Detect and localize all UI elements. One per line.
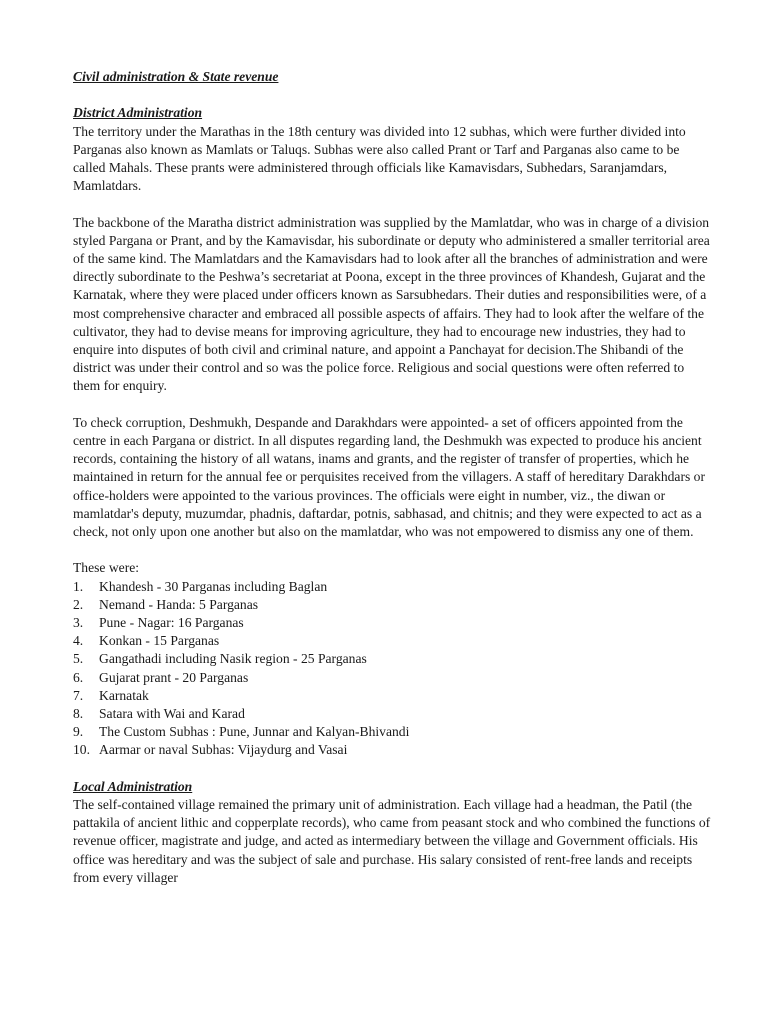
- list-item-text: Aarmar or naval Subhas: Vijaydurg and Vasai: [99, 742, 348, 758]
- list-item-text: Nemand - Handa: 5 Parganas: [99, 596, 259, 612]
- document-title: Civil administration & State revenue: [73, 69, 279, 84]
- list-item-text: The Custom Subhas : Pune, Junnar and Kalyan-Bhivandi: [99, 724, 410, 740]
- list-item-number: 1.: [73, 578, 84, 594]
- list-item: [73, 614, 713, 632]
- document-page: [73, 68, 713, 887]
- list-item: [73, 650, 713, 668]
- list-item-text: Gangathadi including Nasik region - 25 Parganas: [99, 651, 367, 667]
- list-item-text: Khandesh - 30 Parganas including Baglan: [99, 578, 328, 594]
- list-item: [73, 669, 713, 687]
- district-paragraph-2: The backbone of the Maratha district administration was supplied by the Mamlatdar, who was in charge of a division styled Pargana or Prant, and by the Kamavisdar, his subordinate or deputy who administered a smaller territorial area of the same kind. The Mamlatdars and the Kamavisdars had to look after all the branches of administration and were directly subordinate to the Peshwa’s secretariat at Poona, except in the three provinces of Khandesh, Gujarat and the Karnatak, where they were placed under officers known as Sarsubhedars. Their duties and responsibilities were, of a most comprehensive character and embraced all possible aspects of affairs. They had to look after the welfare of the cultivator, they had to devise means for improving agriculture, they had to encourage new industries, they had to enquire into disputes of both civil and criminal nature, and appoint a Panchayat for decision.The Shibandi of the district was under their control and so was the police force. Religious and social questions were often referred to them for enquiry.: [73, 214, 710, 394]
- list-item-text: Satara with Wai and Karad: [99, 706, 245, 722]
- list-item-text: Pune - Nagar: 16 Parganas: [99, 615, 244, 631]
- list-item-number: 4.: [73, 633, 84, 649]
- district-paragraph-1: The territory under the Marathas in the 18th century was divided into 12 subhas, which were further divided into Parganas also known as Mamlats or Taluqs. Subhas were also called Prant or Tarf and Parganas also came to be called Mahals. These prants were administered through officials like Kamavisdars, Subhedars, Saranjamdars, Mamlatdars.: [73, 123, 686, 194]
- list-item-number: 3.: [73, 615, 84, 631]
- list-item: [73, 596, 713, 614]
- list-item: [73, 705, 713, 723]
- list-item-number: 7.: [73, 687, 84, 703]
- list-item-number: 10.: [73, 742, 90, 758]
- list-item: [73, 741, 713, 759]
- local-administration-heading: Local Administration: [73, 778, 193, 794]
- list-item-text: Konkan - 15 Parganas: [99, 633, 220, 649]
- list-item: [73, 723, 713, 741]
- list-item: [73, 578, 713, 596]
- district-administration-heading: District Administration: [73, 105, 203, 121]
- list-item: [73, 632, 713, 650]
- list-item-number: 2.: [73, 596, 84, 612]
- subhas-list: [73, 578, 713, 760]
- list-item: [73, 687, 713, 705]
- district-paragraph-3: To check corruption, Deshmukh, Despande and Darakhdars were appointed- a set of officers appointed from the centre in each Pargana or district. In all disputes regarding land, the Deshmukh was expected to produce his ancient records, containing the history of all watans, inams and grants, and the register of transfer of properties, which he maintained in return for the annual fee or perquisites received from the villagers. A staff of hereditary Darakhdars or office-holders were appointed to the various provinces. The officials were eight in number, viz., the diwan or mamlatdar's deputy, muzumdar, phadnis, daftardar, potnis, sabhasad, and chitnis; and they were expected to act as a check, not only upon one another but also on the mamlatdar, who was not empowered to dismiss any one of them.: [73, 414, 705, 540]
- list-item-text: Karnatak: [99, 687, 149, 703]
- list-item-number: 5.: [73, 651, 84, 667]
- subhas-list-intro: These were:: [73, 560, 140, 576]
- local-paragraph: The self-contained village remained the primary unit of administration. Each village had a headman, the Patil (the pattakila of ancient lithic and copperplate records), who came from peasant stock and who combined the functions of revenue officer, magistrate and judge, and acted as intermediary between the village and Government officials. His office was hereditary and was the subject of sale and purchase. His salary consisted of rent-free lands and receipts from every villager: [73, 797, 711, 885]
- list-item-number: 9.: [73, 724, 84, 740]
- list-item-number: 6.: [73, 669, 84, 685]
- list-item-text: Gujarat prant - 20 Parganas: [99, 669, 249, 685]
- list-item-number: 8.: [73, 706, 84, 722]
